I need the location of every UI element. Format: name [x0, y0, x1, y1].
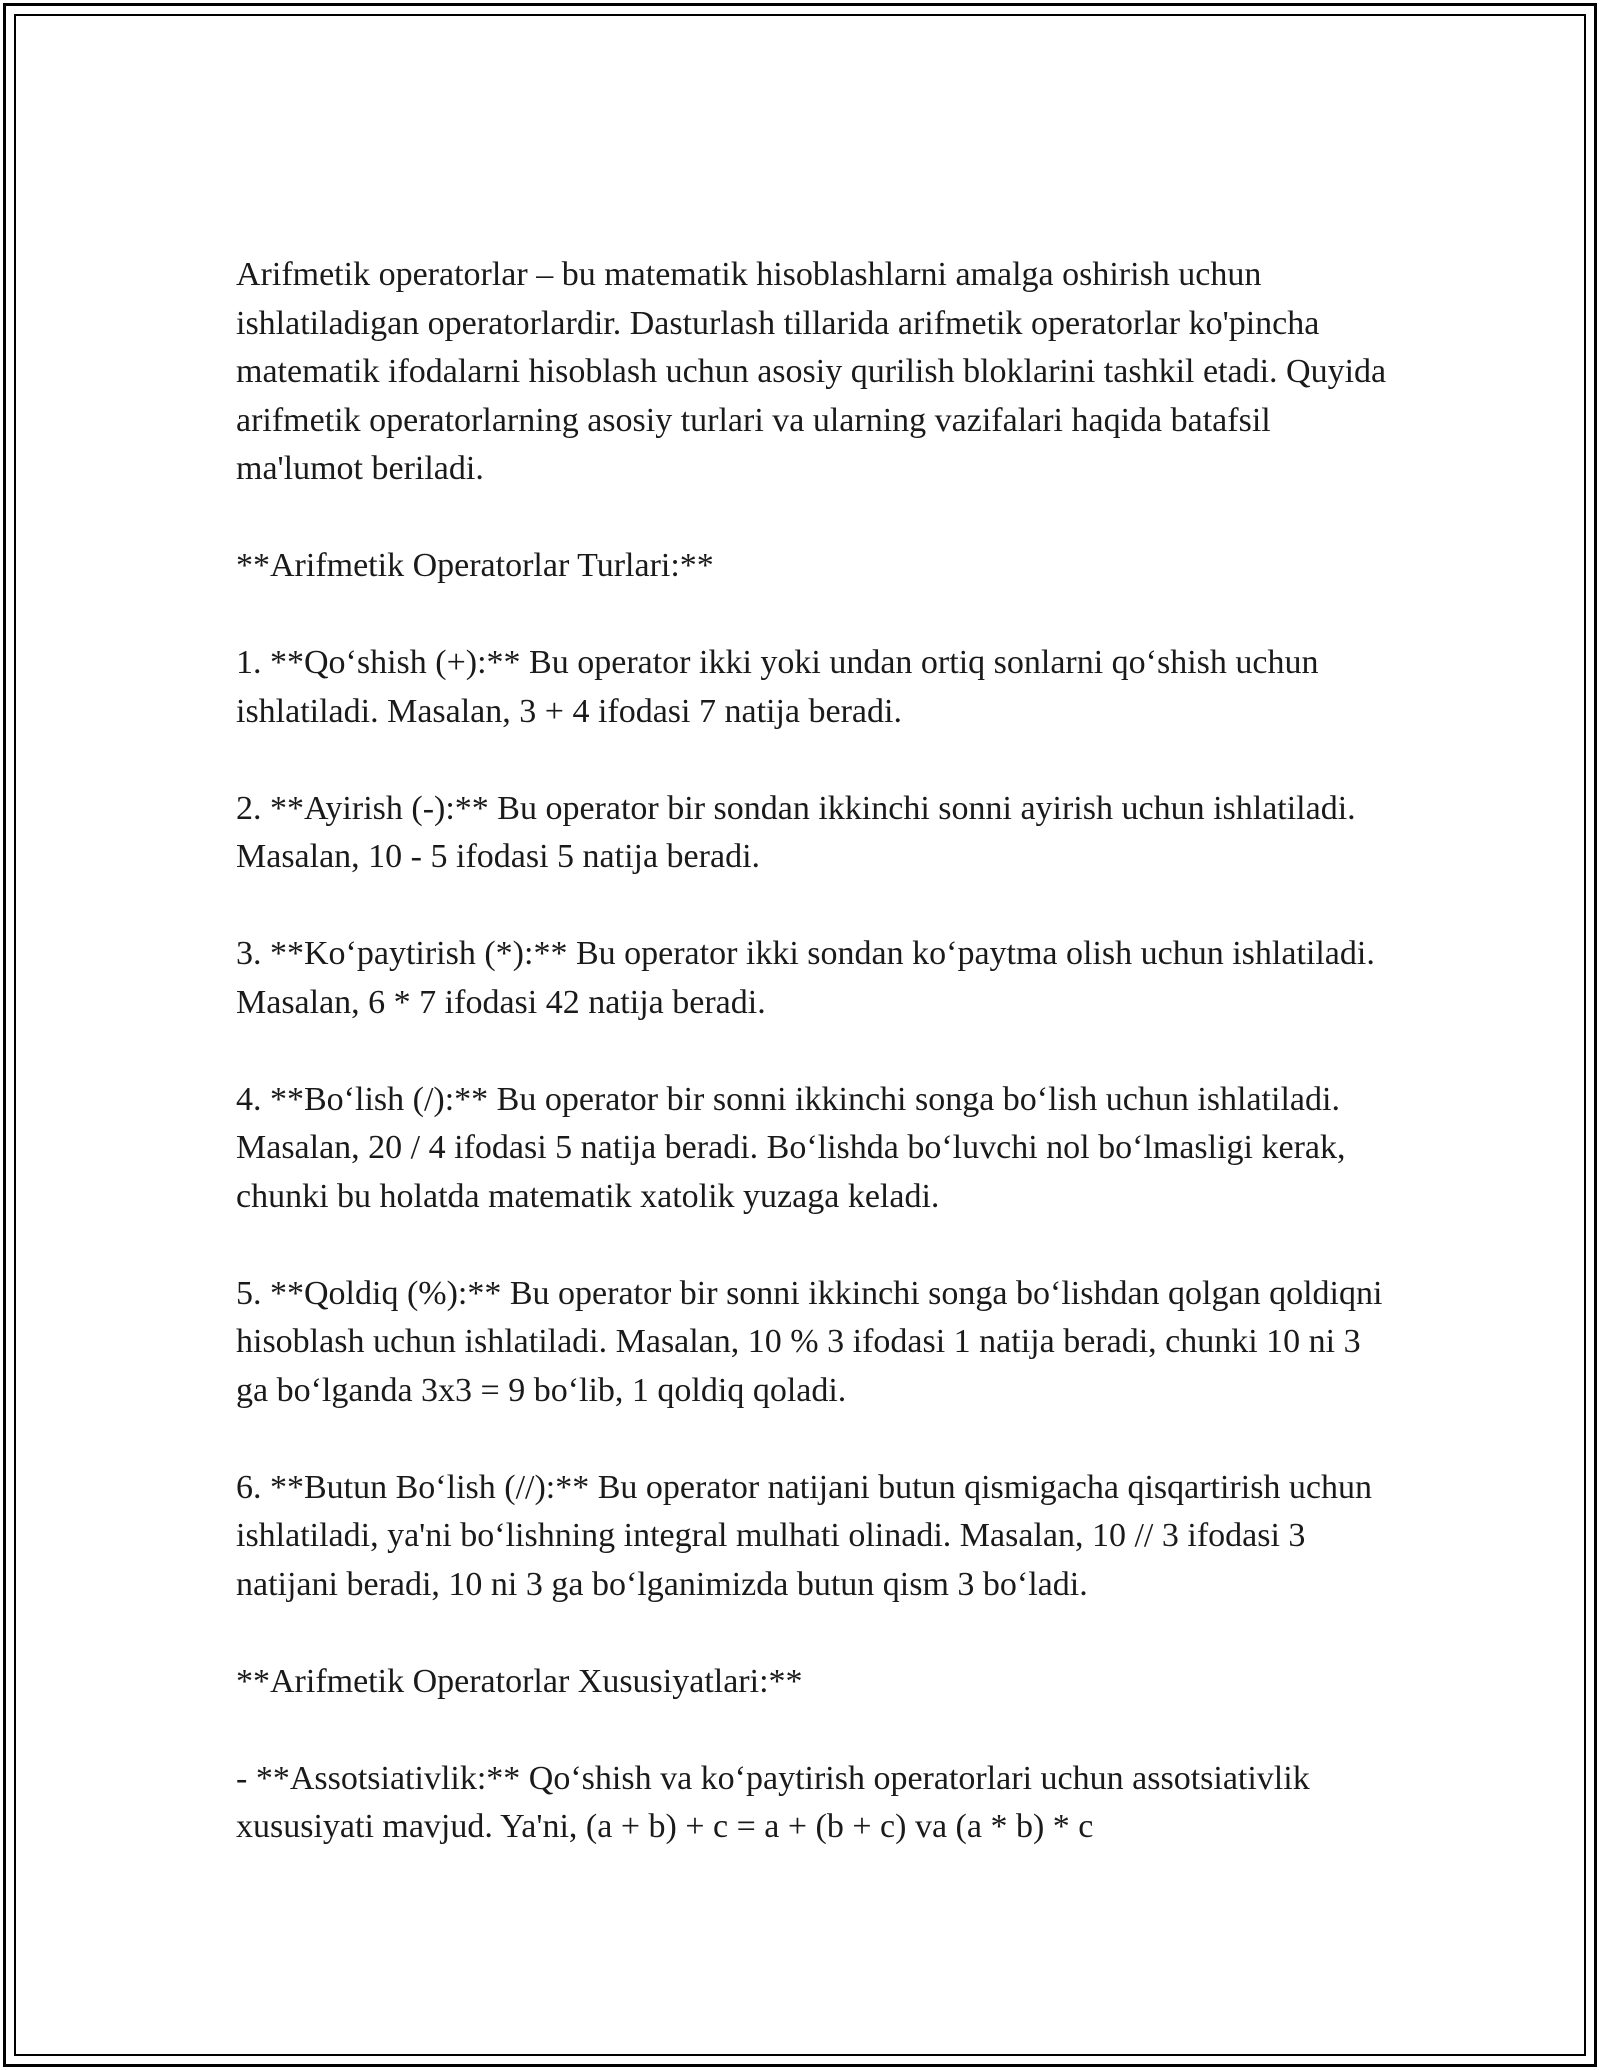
- intro-paragraph: Arifmetik operatorlar – bu matematik hisoblashlarni amalga oshirish uchun ishlatiladigan operatorlardir. Dasturlash tillarida arifmetik operatorlar ko'pincha matematik ifodalarni hisoblash uchun asosiy qurilish bloklarini tashkil etadi. Quyida arifmetik operatorlarning asosiy turlari va ularning vazifalari haqida batafsil ma'lumot beriladi.: [236, 256, 1387, 487]
- list-item-division: 4. **Bo‘lish (/):** Bu operator bir sonni ikkinchi songa bo‘lish uchun ishlatiladi. Masalan, 20 / 4 ifodasi 5 natija beradi. Bo‘lishda bo‘luvchi nol bo‘lmasligi kerak, chunki bu holatda matematik xatolik yuzaga keladi.: [236, 1080, 1346, 1215]
- list-item-addition: 1. **Qo‘shish (+):** Bu operator ikki yoki undan ortiq sonlarni qo‘shish uchun ishlatiladi. Masalan, 3 + 4 ifodasi 7 natija beradi.: [236, 644, 1319, 730]
- document-body: [236, 251, 1396, 1852]
- section-heading-types: **Arifmetik Operatorlar Turlari:**: [236, 547, 714, 584]
- list-item-multiplication: 3. **Ko‘paytirish (*):** Bu operator ikki sondan ko‘paytma olish uchun ishlatiladi. Masalan, 6 * 7 ifodasi 42 natija beradi.: [236, 935, 1375, 1021]
- list-item-floor-division: 6. **Butun Bo‘lish (//):** Bu operator natijani butun qismigacha qisqartirish uchun ishlatiladi, ya'ni bo‘lishning integral mulhati olinadi. Masalan, 10 // 3 ifodasi 3 natijani beradi, 10 ni 3 ga bo‘lganimizda butun qism 3 bo‘ladi.: [236, 1468, 1373, 1603]
- list-item-subtraction: 2. **Ayirish (-):** Bu operator bir sondan ikkinchi sonni ayirish uchun ishlatiladi. Masalan, 10 - 5 ifodasi 5 natija beradi.: [236, 789, 1356, 875]
- list-item-associativity: - **Assotsiativlik:** Qo‘shish va ko‘paytirish operatorlari uchun assotsiativlik xususiyati mavjud. Ya'ni, (a + b) + c = a + (b + c) va (a * b) * c: [236, 1759, 1310, 1845]
- list-item-modulo: 5. **Qoldiq (%):** Bu operator bir sonni ikkinchi songa bo‘lishdan qolgan qoldiqni hisoblash uchun ishlatiladi. Masalan, 10 % 3 ifodasi 1 natija beradi, chunki 10 ni 3 ga bo‘lganda 3x3 = 9 bo‘lib, 1 qoldiq qoladi.: [236, 1274, 1383, 1409]
- section-heading-properties: **Arifmetik Operatorlar Xususiyatlari:**: [236, 1662, 803, 1700]
